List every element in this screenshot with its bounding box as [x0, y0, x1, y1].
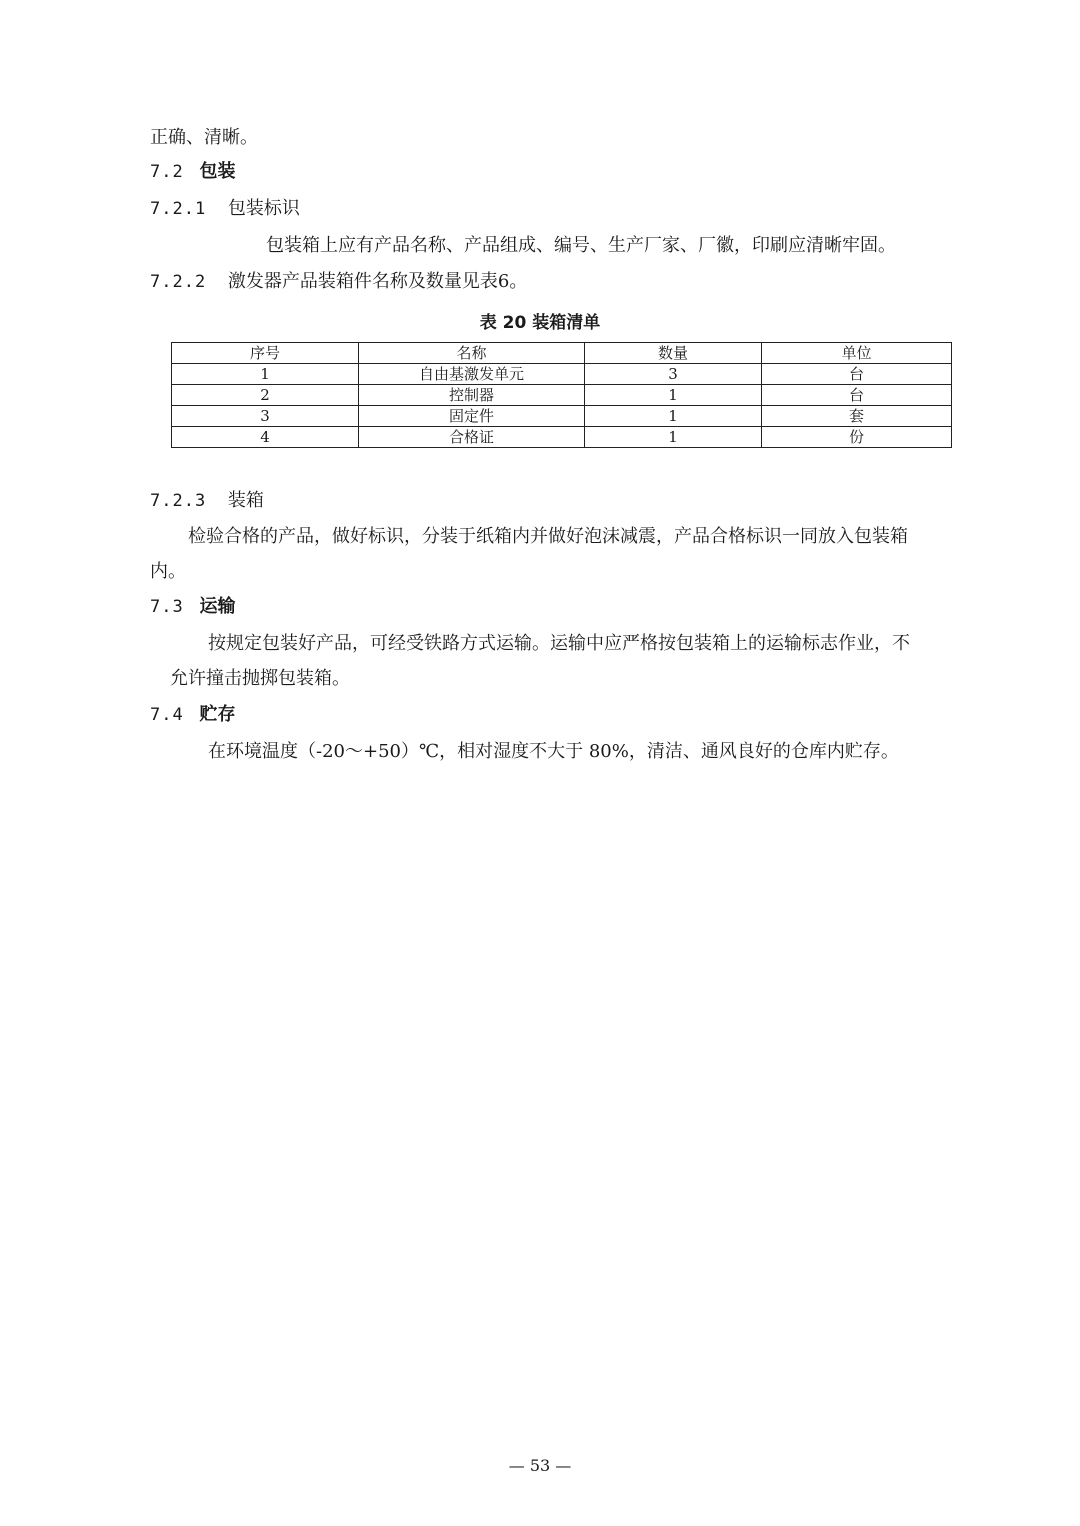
- table-header-row: [172, 343, 952, 364]
- section-heading-7-2-2: [150, 270, 527, 294]
- table-row: [172, 406, 952, 427]
- table-cell: 1: [172, 364, 359, 385]
- section-number: 7.4: [150, 705, 184, 725]
- table-cell: 1: [585, 427, 762, 448]
- section-heading-7-2: [150, 160, 235, 184]
- table-cell: 2: [172, 385, 359, 406]
- table-cell: 套: [762, 406, 952, 427]
- paragraph-7-3-line2: 允许撞击抛掷包装箱。: [170, 668, 350, 689]
- section-title: 包装标识: [227, 198, 300, 219]
- table-cell: 台: [762, 385, 952, 406]
- table-cell: 台: [762, 364, 952, 385]
- paragraph-7-2-3-line1: 检验合格的产品，做好标识，分装于纸箱内并做好泡沫减震，产品合格标识一同放入包装箱: [188, 526, 908, 547]
- section-number: 7.2.1: [150, 199, 207, 219]
- paragraph-7-3-line1: 按规定包装好产品，可经受铁路方式运输。运输中应严格按包装箱上的运输标志作业，不: [208, 633, 910, 654]
- section-title: 装箱: [227, 490, 264, 511]
- table-cell: 4: [172, 427, 359, 448]
- section-number: 7.2: [150, 162, 184, 182]
- header-cell-name: 名称: [359, 343, 585, 364]
- section-heading-7-3: [150, 595, 235, 619]
- table-cell: 份: [762, 427, 952, 448]
- header-cell-unit: 单位: [762, 343, 952, 364]
- table-caption: 表 20 装箱清单: [479, 313, 601, 333]
- section-title: 贮存: [199, 704, 236, 725]
- table-row: [172, 364, 952, 385]
- section-title: 包装: [199, 161, 236, 182]
- table-cell: 自由基激发单元: [359, 364, 585, 385]
- table-cell: 合格证: [359, 427, 585, 448]
- paragraph-7-4: 在环境温度（-20～+50）℃，相对湿度不大于 80%，清洁、通风良好的仓库内贮存。: [208, 741, 899, 762]
- paragraph-7-2-1: 包装箱上应有产品名称、产品组成、编号、生产厂家、厂徽，印刷应清晰牢固。: [266, 235, 896, 256]
- header-cell-quantity: 数量: [585, 343, 762, 364]
- section-heading-7-4: [150, 703, 235, 727]
- section-number: 7.2.2: [150, 272, 207, 292]
- packing-list-table: [171, 342, 952, 448]
- section-number: 7.2.3: [150, 491, 207, 511]
- paragraph-continuation: 正确、清晰。: [150, 127, 258, 148]
- table-cell: 3: [585, 364, 762, 385]
- table-cell: 控制器: [359, 385, 585, 406]
- paragraph-7-2-3-line2: 内。: [150, 561, 186, 582]
- table-row: [172, 385, 952, 406]
- page-number: — 53 —: [508, 1456, 572, 1475]
- section-title: 激发器产品装箱件名称及数量见表6。: [227, 271, 528, 292]
- section-heading-7-2-3: [150, 489, 264, 513]
- header-cell-index: 序号: [172, 343, 359, 364]
- section-heading-7-2-1: [150, 197, 300, 221]
- table-cell: 1: [585, 406, 762, 427]
- section-title: 运输: [199, 596, 236, 617]
- section-number: 7.3: [150, 597, 184, 617]
- table-row: [172, 427, 952, 448]
- table-cell: 固定件: [359, 406, 585, 427]
- table-cell: 3: [172, 406, 359, 427]
- table-cell: 1: [585, 385, 762, 406]
